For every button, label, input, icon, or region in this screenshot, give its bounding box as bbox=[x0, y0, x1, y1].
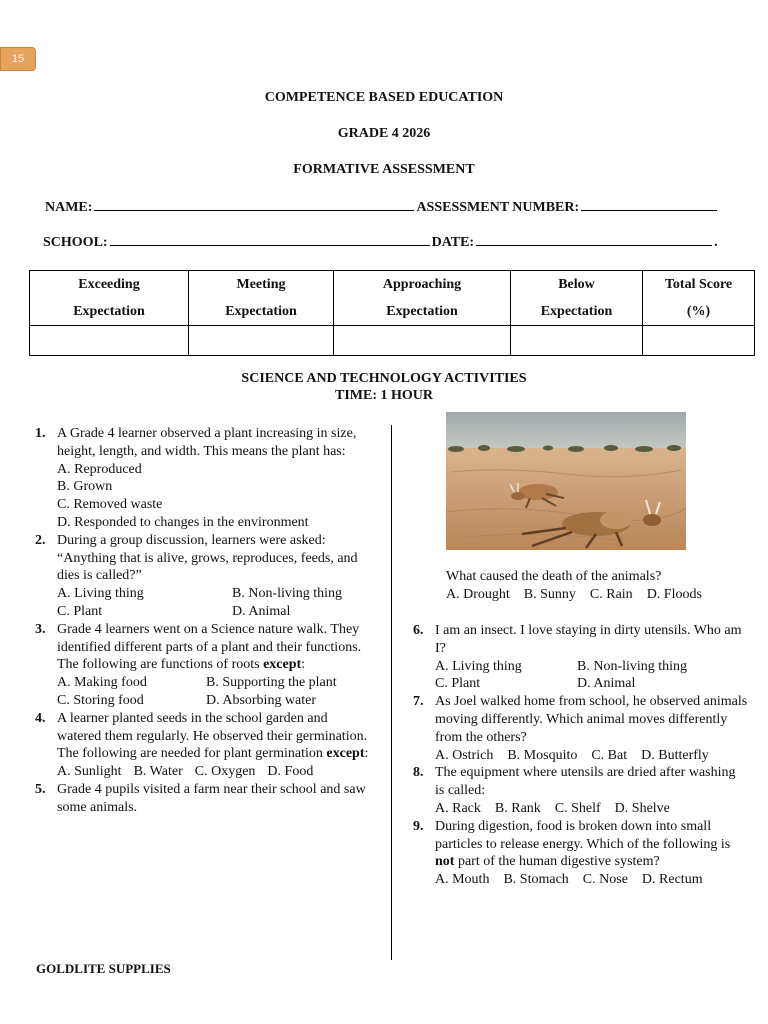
question-text: A Grade 4 learner observed a plant increasing in size, height, length, and width. This means the plant has: bbox=[57, 426, 357, 459]
question-number: 4. bbox=[35, 710, 46, 726]
question-7 bbox=[413, 693, 748, 764]
option[interactable]: B. Sunny bbox=[523, 586, 576, 602]
school-field[interactable] bbox=[110, 233, 430, 246]
score-cell-approaching[interactable] bbox=[334, 326, 511, 356]
question-text: During digestion, food is broken down into small particles to release energy. Which of the following is not part of the human digestive system? bbox=[435, 818, 731, 870]
question-4 bbox=[35, 710, 375, 781]
option[interactable]: A. Drought bbox=[446, 586, 510, 602]
score-cell-below[interactable] bbox=[511, 326, 643, 356]
option[interactable]: C. Storing food bbox=[57, 692, 144, 708]
option[interactable]: B. Water bbox=[133, 764, 183, 780]
option[interactable]: D. Rectum bbox=[641, 872, 703, 888]
question-number: 5. bbox=[35, 781, 46, 797]
score-col-meeting: Meeting Expectation bbox=[189, 271, 334, 326]
question-number: 9. bbox=[413, 818, 424, 834]
drought-scene-image bbox=[446, 412, 686, 550]
option[interactable]: D. Shelve bbox=[614, 800, 670, 816]
question-text: The equipment where utensils are dried after washing is called: bbox=[435, 765, 736, 799]
question-5 bbox=[35, 781, 375, 817]
score-cell-meeting[interactable] bbox=[189, 326, 334, 356]
subject-time: TIME: 1 HOUR bbox=[335, 388, 433, 403]
option[interactable]: A. Reproduced bbox=[57, 461, 142, 477]
score-col-exceeding: Exceeding Expectation bbox=[30, 271, 189, 326]
option[interactable]: B. Grown bbox=[57, 479, 113, 495]
assessment-number-label: ASSESSMENT NUMBER: bbox=[416, 200, 580, 215]
assessment-number-field[interactable] bbox=[581, 198, 717, 211]
question-text: During a group discussion, learners were asked: “Anything that is alive, grows, reproduces, feeds, and dies is called?” bbox=[57, 532, 358, 584]
option[interactable]: D. Animal bbox=[577, 676, 636, 692]
question-text: Grade 4 learners went on a Science nature walk. They identified different parts of a plant and their functions. The following are functions of roots except: bbox=[57, 621, 362, 673]
option[interactable]: A. Rack bbox=[435, 800, 481, 816]
question-number: 3. bbox=[35, 621, 46, 637]
name-label: NAME: bbox=[45, 200, 93, 215]
option[interactable]: B. Non-living thing bbox=[577, 658, 688, 674]
right-column bbox=[413, 622, 748, 889]
option[interactable]: B. Mosquito bbox=[507, 747, 578, 763]
question-number: 6. bbox=[413, 623, 424, 638]
question-5-continued bbox=[446, 568, 746, 604]
question-text: I am an insect. I love staying in dirty utensils. Who am I? bbox=[435, 623, 742, 656]
option[interactable]: C. Plant bbox=[435, 676, 481, 692]
date-field[interactable] bbox=[476, 233, 712, 246]
header-title: COMPETENCE BASED EDUCATION bbox=[264, 90, 504, 105]
option[interactable]: C. Removed waste bbox=[57, 497, 163, 513]
option[interactable]: D. Animal bbox=[232, 603, 291, 619]
question-text: What caused the death of the animals? bbox=[446, 569, 662, 584]
option[interactable]: A. Making food bbox=[57, 675, 147, 691]
header-assessment: FORMATIVE ASSESSMENT bbox=[293, 162, 475, 177]
option[interactable]: D. Absorbing water bbox=[206, 692, 317, 708]
option[interactable]: B. Supporting the plant bbox=[206, 675, 337, 691]
option[interactable]: A. Living thing bbox=[57, 586, 144, 602]
question-text: As Joel walked home from school, he observed animals moving differently. Which animal moves differently from the others? bbox=[435, 694, 748, 745]
question-2 bbox=[35, 532, 375, 621]
question-number: 8. bbox=[413, 765, 424, 781]
option[interactable]: B. Non-living thing bbox=[232, 586, 343, 602]
question-3 bbox=[35, 621, 375, 710]
date-end: . bbox=[714, 235, 718, 250]
option[interactable]: D. Floods bbox=[646, 586, 702, 602]
option[interactable]: C. Shelf bbox=[554, 800, 601, 816]
score-col-below: Below Expectation bbox=[511, 271, 643, 326]
option[interactable]: C. Bat bbox=[591, 747, 628, 763]
option[interactable]: C. Plant bbox=[57, 603, 103, 619]
question-text: A learner planted seeds in the school garden and watered them regularly. He observed their germination. The following are needed for plant germination except: bbox=[57, 710, 369, 762]
left-column bbox=[35, 425, 375, 817]
column-divider bbox=[391, 425, 392, 960]
name-field[interactable] bbox=[94, 198, 414, 211]
option[interactable]: A. Living thing bbox=[435, 658, 522, 674]
subject-title: SCIENCE AND TECHNOLOGY ACTIVITIES bbox=[241, 371, 527, 386]
question-9 bbox=[413, 818, 748, 889]
option[interactable]: A. Sunlight bbox=[57, 764, 122, 780]
score-cell-exceeding[interactable] bbox=[30, 326, 189, 356]
score-col-approaching: Approaching Expectation bbox=[334, 271, 511, 326]
question-8 bbox=[413, 764, 748, 817]
question-text: Grade 4 pupils visited a farm near their school and saw some animals. bbox=[57, 781, 366, 815]
option[interactable]: A. Mouth bbox=[435, 872, 490, 888]
option[interactable]: D. Food bbox=[267, 764, 314, 780]
question-number: 2. bbox=[35, 532, 46, 548]
option[interactable]: C. Oxygen bbox=[194, 764, 256, 780]
footer-publisher: GOLDLITE SUPPLIES bbox=[36, 961, 171, 976]
question-number: 1. bbox=[35, 426, 46, 441]
option[interactable]: D. Responded to changes in the environment bbox=[57, 514, 309, 530]
option[interactable]: A. Ostrich bbox=[435, 747, 494, 763]
school-label: SCHOOL: bbox=[43, 235, 108, 250]
drought-animals-photo bbox=[446, 412, 686, 550]
page-number-badge: 15 bbox=[0, 47, 36, 71]
option[interactable]: B. Stomach bbox=[503, 872, 569, 888]
header-grade: GRADE 4 2026 bbox=[337, 126, 431, 141]
option[interactable]: C. Nose bbox=[582, 872, 628, 888]
score-entry-row bbox=[30, 326, 755, 356]
name-row bbox=[45, 198, 739, 216]
score-header-row bbox=[30, 271, 755, 326]
option[interactable]: D. Butterfly bbox=[641, 747, 709, 763]
date-label: DATE: bbox=[431, 235, 475, 250]
option[interactable]: C. Rain bbox=[589, 586, 633, 602]
score-cell-total[interactable] bbox=[643, 326, 755, 356]
school-row bbox=[43, 233, 737, 251]
score-col-total: Total Score (%) bbox=[643, 271, 755, 326]
question-1 bbox=[35, 425, 375, 532]
option[interactable]: B. Rank bbox=[494, 800, 541, 816]
question-number: 7. bbox=[413, 694, 424, 710]
score-table bbox=[29, 270, 755, 356]
question-6 bbox=[413, 622, 748, 693]
